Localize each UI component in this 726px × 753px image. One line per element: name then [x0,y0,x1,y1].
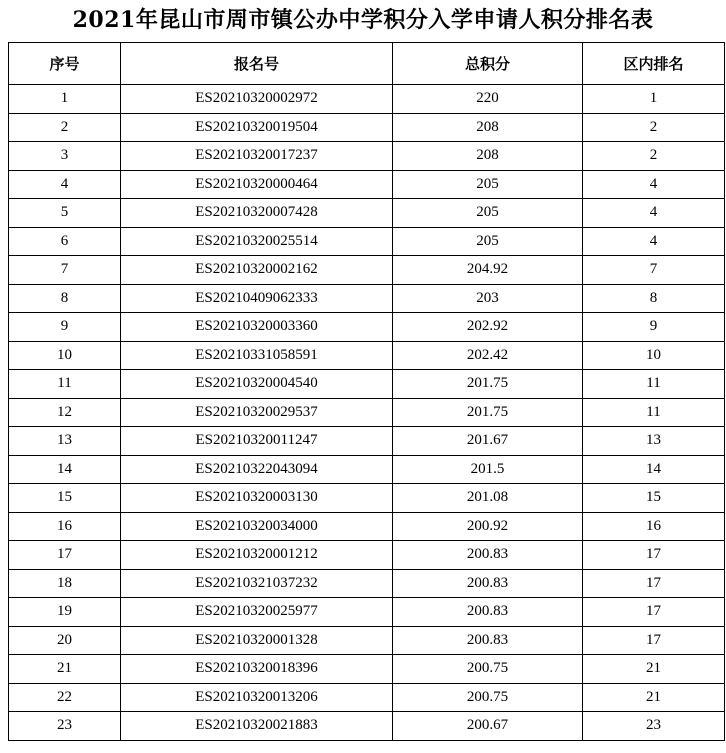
cell-registration-no: ES20210320019504 [121,113,393,142]
table-row [9,626,725,655]
table-row [9,227,725,256]
cell-district-rank: 16 [583,512,725,541]
cell-registration-no: ES20210320000464 [121,170,393,199]
table-row [9,712,725,741]
cell-district-rank: 4 [583,227,725,256]
cell-total-score: 203 [393,284,583,313]
table-row [9,398,725,427]
table-row [9,512,725,541]
cell-seq: 15 [9,484,121,513]
cell-registration-no: ES20210320007428 [121,199,393,228]
cell-registration-no: ES20210322043094 [121,455,393,484]
cell-total-score: 201.75 [393,398,583,427]
cell-seq: 12 [9,398,121,427]
table-row [9,569,725,598]
cell-registration-no: ES20210320004540 [121,370,393,399]
cell-district-rank: 8 [583,284,725,313]
cell-total-score: 201.5 [393,455,583,484]
cell-district-rank: 21 [583,655,725,684]
cell-district-rank: 10 [583,341,725,370]
cell-seq: 21 [9,655,121,684]
cell-district-rank: 2 [583,142,725,171]
table-row [9,284,725,313]
cell-total-score: 205 [393,227,583,256]
cell-total-score: 204.92 [393,256,583,285]
cell-district-rank: 11 [583,398,725,427]
cell-seq: 4 [9,170,121,199]
cell-registration-no: ES20210320002162 [121,256,393,285]
cell-total-score: 201.67 [393,427,583,456]
cell-district-rank: 9 [583,313,725,342]
cell-district-rank: 15 [583,484,725,513]
cell-total-score: 200.67 [393,712,583,741]
table-row [9,341,725,370]
cell-district-rank: 4 [583,170,725,199]
cell-district-rank: 21 [583,683,725,712]
cell-seq: 8 [9,284,121,313]
cell-registration-no: ES20210320011247 [121,427,393,456]
header-seq: 序号 [9,43,121,85]
cell-registration-no: ES20210320013206 [121,683,393,712]
cell-registration-no: ES20210320001212 [121,541,393,570]
cell-district-rank: 13 [583,427,725,456]
cell-district-rank: 2 [583,113,725,142]
cell-district-rank: 23 [583,712,725,741]
cell-registration-no: ES20210320025977 [121,598,393,627]
cell-district-rank: 1 [583,85,725,114]
cell-district-rank: 17 [583,541,725,570]
ranking-table [8,42,725,741]
cell-district-rank: 7 [583,256,725,285]
cell-registration-no: ES20210320025514 [121,227,393,256]
table-row [9,655,725,684]
cell-district-rank: 11 [583,370,725,399]
cell-registration-no: ES20210331058591 [121,341,393,370]
cell-seq: 3 [9,142,121,171]
cell-registration-no: ES20210320029537 [121,398,393,427]
cell-seq: 16 [9,512,121,541]
cell-total-score: 201.08 [393,484,583,513]
cell-total-score: 200.75 [393,655,583,684]
table-header-row [9,43,725,85]
cell-district-rank: 4 [583,199,725,228]
cell-seq: 18 [9,569,121,598]
cell-registration-no: ES20210320002972 [121,85,393,114]
cell-registration-no: ES20210321037232 [121,569,393,598]
cell-seq: 13 [9,427,121,456]
table-row [9,256,725,285]
cell-registration-no: ES20210409062333 [121,284,393,313]
table-row [9,455,725,484]
table-row [9,484,725,513]
cell-seq: 2 [9,113,121,142]
cell-total-score: 202.42 [393,341,583,370]
cell-total-score: 208 [393,113,583,142]
page-title: 2021年昆山市周市镇公办中学积分入学申请人积分排名表 [72,7,654,33]
table-row [9,85,725,114]
cell-registration-no: ES20210320001328 [121,626,393,655]
cell-total-score: 200.83 [393,569,583,598]
cell-registration-no: ES20210320017237 [121,142,393,171]
table-row [9,598,725,627]
table-row [9,313,725,342]
cell-registration-no: ES20210320018396 [121,655,393,684]
cell-district-rank: 17 [583,569,725,598]
cell-seq: 6 [9,227,121,256]
cell-registration-no: ES20210320003360 [121,313,393,342]
cell-total-score: 205 [393,199,583,228]
table-row [9,683,725,712]
header-district-rank: 区内排名 [583,43,725,85]
cell-seq: 22 [9,683,121,712]
cell-district-rank: 17 [583,626,725,655]
cell-total-score: 208 [393,142,583,171]
table-row [9,142,725,171]
cell-total-score: 200.83 [393,541,583,570]
cell-total-score: 205 [393,170,583,199]
cell-seq: 11 [9,370,121,399]
cell-total-score: 220 [393,85,583,114]
table-row [9,541,725,570]
cell-total-score: 200.92 [393,512,583,541]
cell-seq: 14 [9,455,121,484]
table-row [9,113,725,142]
cell-registration-no: ES20210320034000 [121,512,393,541]
cell-registration-no: ES20210320003130 [121,484,393,513]
table-row [9,199,725,228]
cell-total-score: 200.83 [393,626,583,655]
cell-district-rank: 14 [583,455,725,484]
cell-seq: 23 [9,712,121,741]
table-row [9,370,725,399]
cell-total-score: 200.75 [393,683,583,712]
header-registration-no: 报名号 [121,43,393,85]
cell-district-rank: 17 [583,598,725,627]
cell-total-score: 200.83 [393,598,583,627]
header-total-score: 总积分 [393,43,583,85]
table-row [9,170,725,199]
cell-seq: 5 [9,199,121,228]
cell-registration-no: ES20210320021883 [121,712,393,741]
table-row [9,427,725,456]
cell-seq: 7 [9,256,121,285]
cell-seq: 10 [9,341,121,370]
cell-seq: 19 [9,598,121,627]
cell-total-score: 201.75 [393,370,583,399]
cell-seq: 1 [9,85,121,114]
cell-seq: 17 [9,541,121,570]
table-body [9,85,725,741]
cell-seq: 20 [9,626,121,655]
cell-total-score: 202.92 [393,313,583,342]
cell-seq: 9 [9,313,121,342]
